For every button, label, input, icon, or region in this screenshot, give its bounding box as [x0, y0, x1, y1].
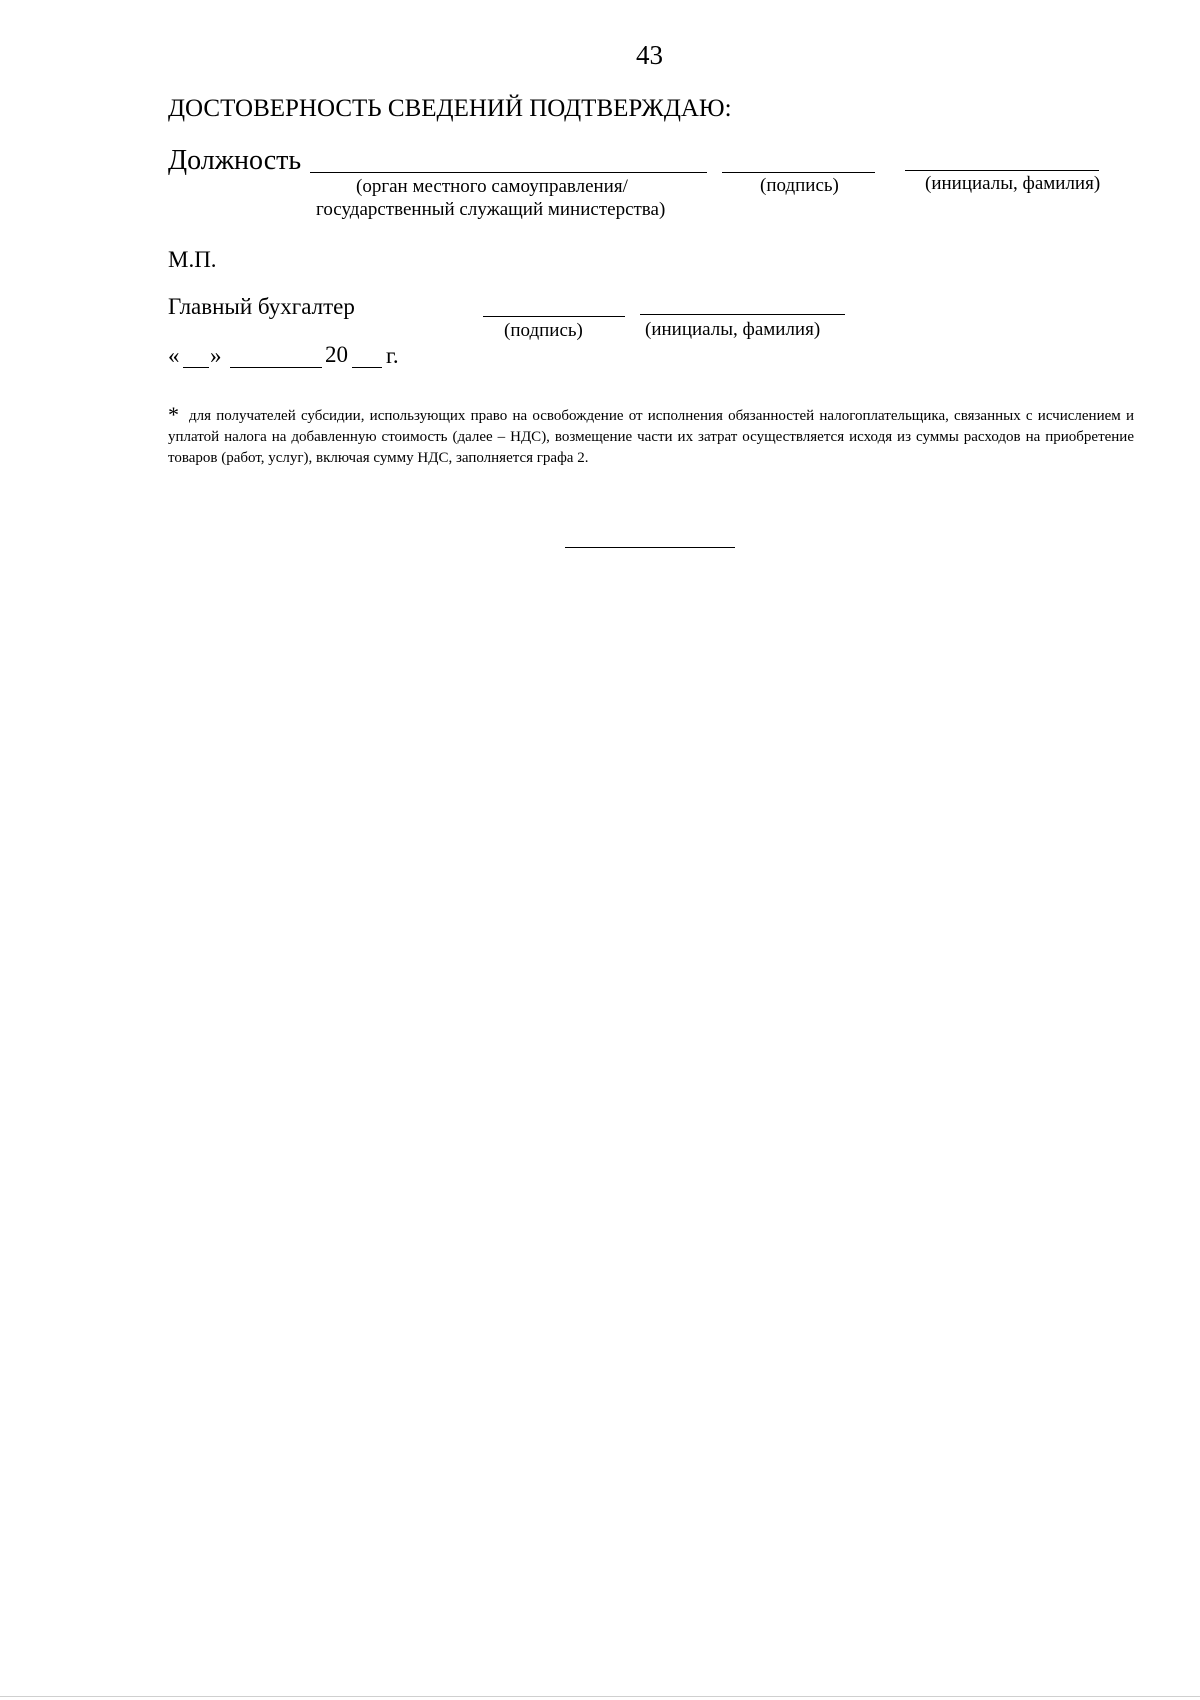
footnote-marker: * — [168, 402, 179, 427]
date-year-suffix: г. — [386, 343, 399, 368]
page-bottom-edge — [0, 1696, 1200, 1697]
confirmation-heading: ДОСТОВЕРНОСТЬ СВЕДЕНИЙ ПОДТВЕРЖДАЮ: — [168, 95, 732, 122]
position-signature-line — [722, 172, 875, 173]
caption-position-name: (инициалы, фамилия) — [925, 173, 1101, 194]
caption-accountant-name: (инициалы, фамилия) — [645, 319, 821, 340]
accountant-signature-line — [483, 316, 625, 317]
position-label: Должность — [168, 145, 302, 176]
caption-position-signature: (подпись) — [760, 175, 839, 196]
page-number: 43 — [636, 40, 663, 70]
date-month-line — [230, 367, 322, 368]
date-century: 20 — [325, 342, 348, 367]
position-name-line — [905, 170, 1099, 171]
caption-org-line2: государственный служащий министерства) — [316, 199, 666, 220]
date-day-line — [183, 367, 209, 368]
closing-rule — [565, 547, 735, 548]
caption-accountant-signature: (подпись) — [504, 320, 583, 341]
accountant-name-line — [640, 314, 845, 315]
footnote — [168, 404, 1134, 469]
footnote-text: для получателей субсидии, использующих право на освобождение от исполнения обязанностей налогоплательщика, связанных с исчислением и уплатой налога на добавленную стоимость (далее – НДС), возмещение части их затрат осуществляется исходя из суммы расходов на приобретение товаров (работ, услуг), включая сумму НДС, заполняется графа 2. — [168, 408, 1134, 466]
date-open-quote: « — [168, 343, 180, 368]
date-year-line — [352, 367, 382, 368]
date-close-quote: » — [210, 343, 222, 368]
chief-accountant-label: Главный бухгалтер — [168, 294, 355, 319]
stamp-label: М.П. — [168, 247, 217, 272]
position-org-line — [310, 172, 707, 173]
caption-org-line1: (орган местного самоуправления/ — [356, 176, 628, 197]
